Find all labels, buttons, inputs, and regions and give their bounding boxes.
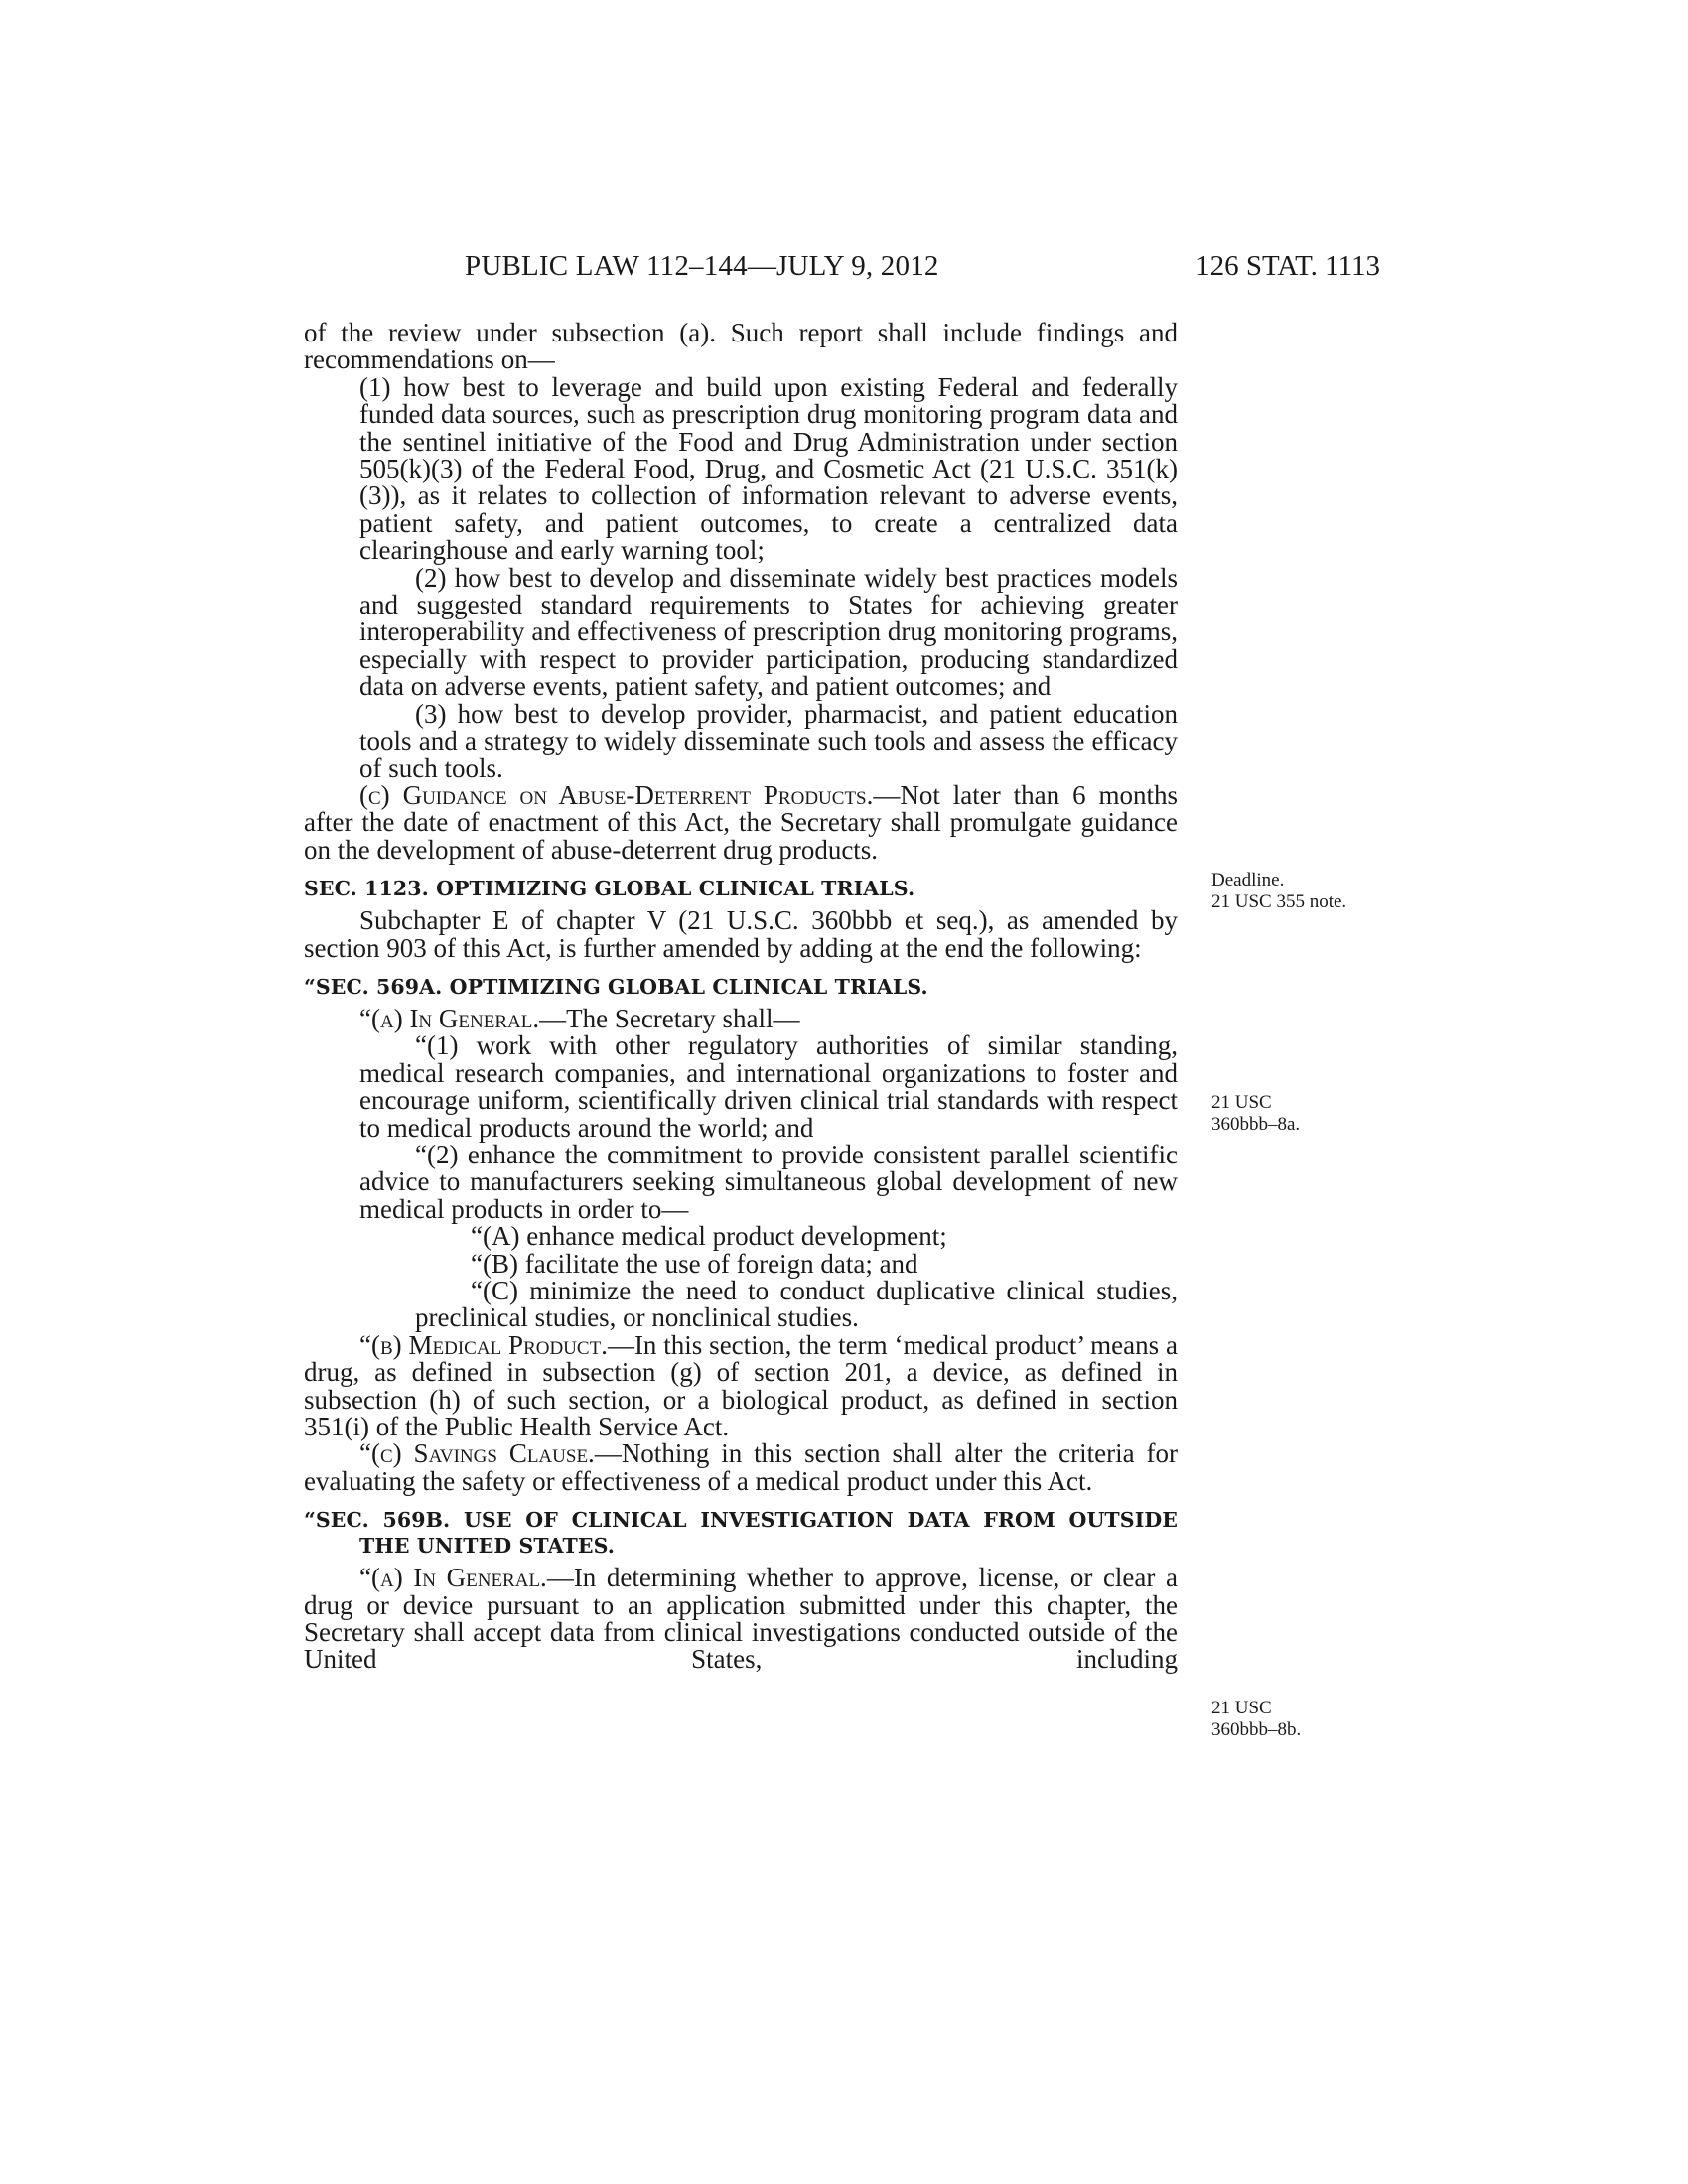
margin-note-usc-8b-line-1: 21 USC — [1211, 1698, 1272, 1718]
page-header — [298, 250, 1380, 294]
statute-page-number: 126 STAT. 1113 — [1196, 250, 1380, 282]
paragraph-569a-a1: “(1) work with other regulatory authorities of similar standing, medical research companies, and international organizations to foster and encourage uniform, scientifically driven clinical trial standards with respect to medical products around the world; and — [359, 1030, 1178, 1143]
subsection-569b-a — [304, 1565, 1178, 1674]
subsection-569a-b-heading: “(b) Medical Product. — [359, 1329, 608, 1360]
margin-note-deadline — [1211, 870, 1410, 913]
section-569b-heading-line-2: THE UNITED STATES. — [359, 1534, 615, 1559]
subsection-569a-b — [304, 1329, 1178, 1442]
subsection-569a-c — [304, 1440, 1178, 1495]
section-569b-heading-line-1: “SEC. 569B. USE OF CLINICAL INVESTIGATION DATA FROM OUTSIDE — [304, 1508, 1178, 1533]
item-1-text: (1) how best to leverage and build upon existing Federal and federally funded data sources, such as prescription drug monitoring program data and the sentinel initiative of the Food and Drug Administration under section 505(k)(3) of the Federal Food, Drug, and Cosmetic Act (21 U.S.C. 351(k)(3)), as it relates to collection of information relevant to adverse events, patient safety, and patient outcomes, to create a centralized data clearinghouse and early warning tool; — [359, 371, 1178, 566]
item-2-text: (2) how best to develop and disseminate widely best practices models and suggested standard requirements to States for achieving greater interoperability and effectiveness of prescription drug monitoring programs, especially with respect to provider participation, producing standardized data on adverse events, patient safety, and patient outcomes; and — [359, 562, 1178, 702]
subsection-569a-a — [304, 1003, 1178, 1033]
subsection-569a-c-heading: “(c) Savings Clause. — [359, 1438, 595, 1469]
body-text — [304, 320, 1178, 1674]
margin-note-usc-8b-line-2: 360bbb–8b. — [1211, 1719, 1302, 1740]
subparagraph-569a-B: “(B) facilitate the use of foreign data; and — [471, 1248, 918, 1279]
paragraph-subchapter-e: Subchapter E of chapter V (21 U.S.C. 360bbb et seq.), as amended by section 903 of this Act, is further amended by adding at the end the following: — [304, 905, 1178, 963]
item-1 — [248, 371, 1178, 566]
margin-note-usc-360bbb-8a — [1211, 1092, 1410, 1136]
margin-note-usc-8a-line-1: 21 USC — [1211, 1092, 1272, 1113]
subsection-569a-a-heading: “(a) In General. — [359, 1003, 540, 1033]
subsection-569a-a-text: —The Secretary shall— — [539, 1003, 800, 1033]
subsection-569b-a-text: —In determining whether to approve, license, or clear a drug or device pursuant to an application submitted under this chapter, the Secretary shall accept data from clinical investigations conducted outside of the United States, including — [304, 1563, 1178, 1675]
item-2 — [304, 562, 1178, 702]
subsection-c-guidance — [304, 779, 1178, 865]
running-head-title: PUBLIC LAW 112–144—JULY 9, 2012 — [465, 250, 939, 282]
margin-note-usc-360bbb-8b — [1211, 1698, 1410, 1741]
subparagraph-569a-A: “(A) enhance medical product development; — [471, 1221, 947, 1252]
section-569a-heading: “SEC. 569A. OPTIMIZING GLOBAL CLINICAL TRIALS. — [304, 974, 928, 999]
margin-note-deadline-label: Deadline. — [1211, 870, 1285, 890]
subsection-c-heading: (c) Guidance on Abuse-Deterrent Products. — [359, 779, 874, 810]
subsection-569a-c-text: —Nothing in this section shall alter the criteria for evaluating the safety or effectiveness of a medical product under this Act. — [304, 1438, 1179, 1496]
margin-note-usc-355: 21 USC 355 note. — [1211, 891, 1347, 912]
subsection-569a-b-text: —In this section, the term ‘medical product’ means a drug, as defined in subsection (g) of section 201, a device, as defined in subsection (h) of such section, or a biological product, as defined in section 351(i) of the Public Health Service Act. — [304, 1329, 1178, 1442]
section-1123-heading: SEC. 1123. OPTIMIZING GLOBAL CLINICAL TRIALS. — [304, 877, 915, 901]
paragraph-review-report: of the review under subsection (a). Such report shall include findings and recommendations on— — [304, 318, 1178, 375]
subsection-c-text: —Not later than 6 months after the date of enactment of this Act, the Secretary shall promulgate guidance on the development of abuse-deterrent drug products. — [304, 779, 1178, 865]
item-3-text: (3) how best to develop provider, pharmacist, and patient education tools and a strategy to widely disseminate such tools and assess the efficacy of such tools. — [359, 698, 1178, 783]
margin-note-usc-8a-line-2: 360bbb–8a. — [1211, 1114, 1301, 1135]
paragraph-569a-a2: “(2) enhance the commitment to provide consistent parallel scientific advice to manufacturers seeking simultaneous global development of new medical products in order to— — [359, 1139, 1178, 1224]
item-3 — [304, 698, 1178, 783]
subsection-569b-a-heading: “(a) In General. — [359, 1563, 547, 1593]
subparagraph-569a-C: “(C) minimize the need to conduct duplicative clinical studies, preclinical studies, or nonclinical studies. — [415, 1276, 1178, 1333]
